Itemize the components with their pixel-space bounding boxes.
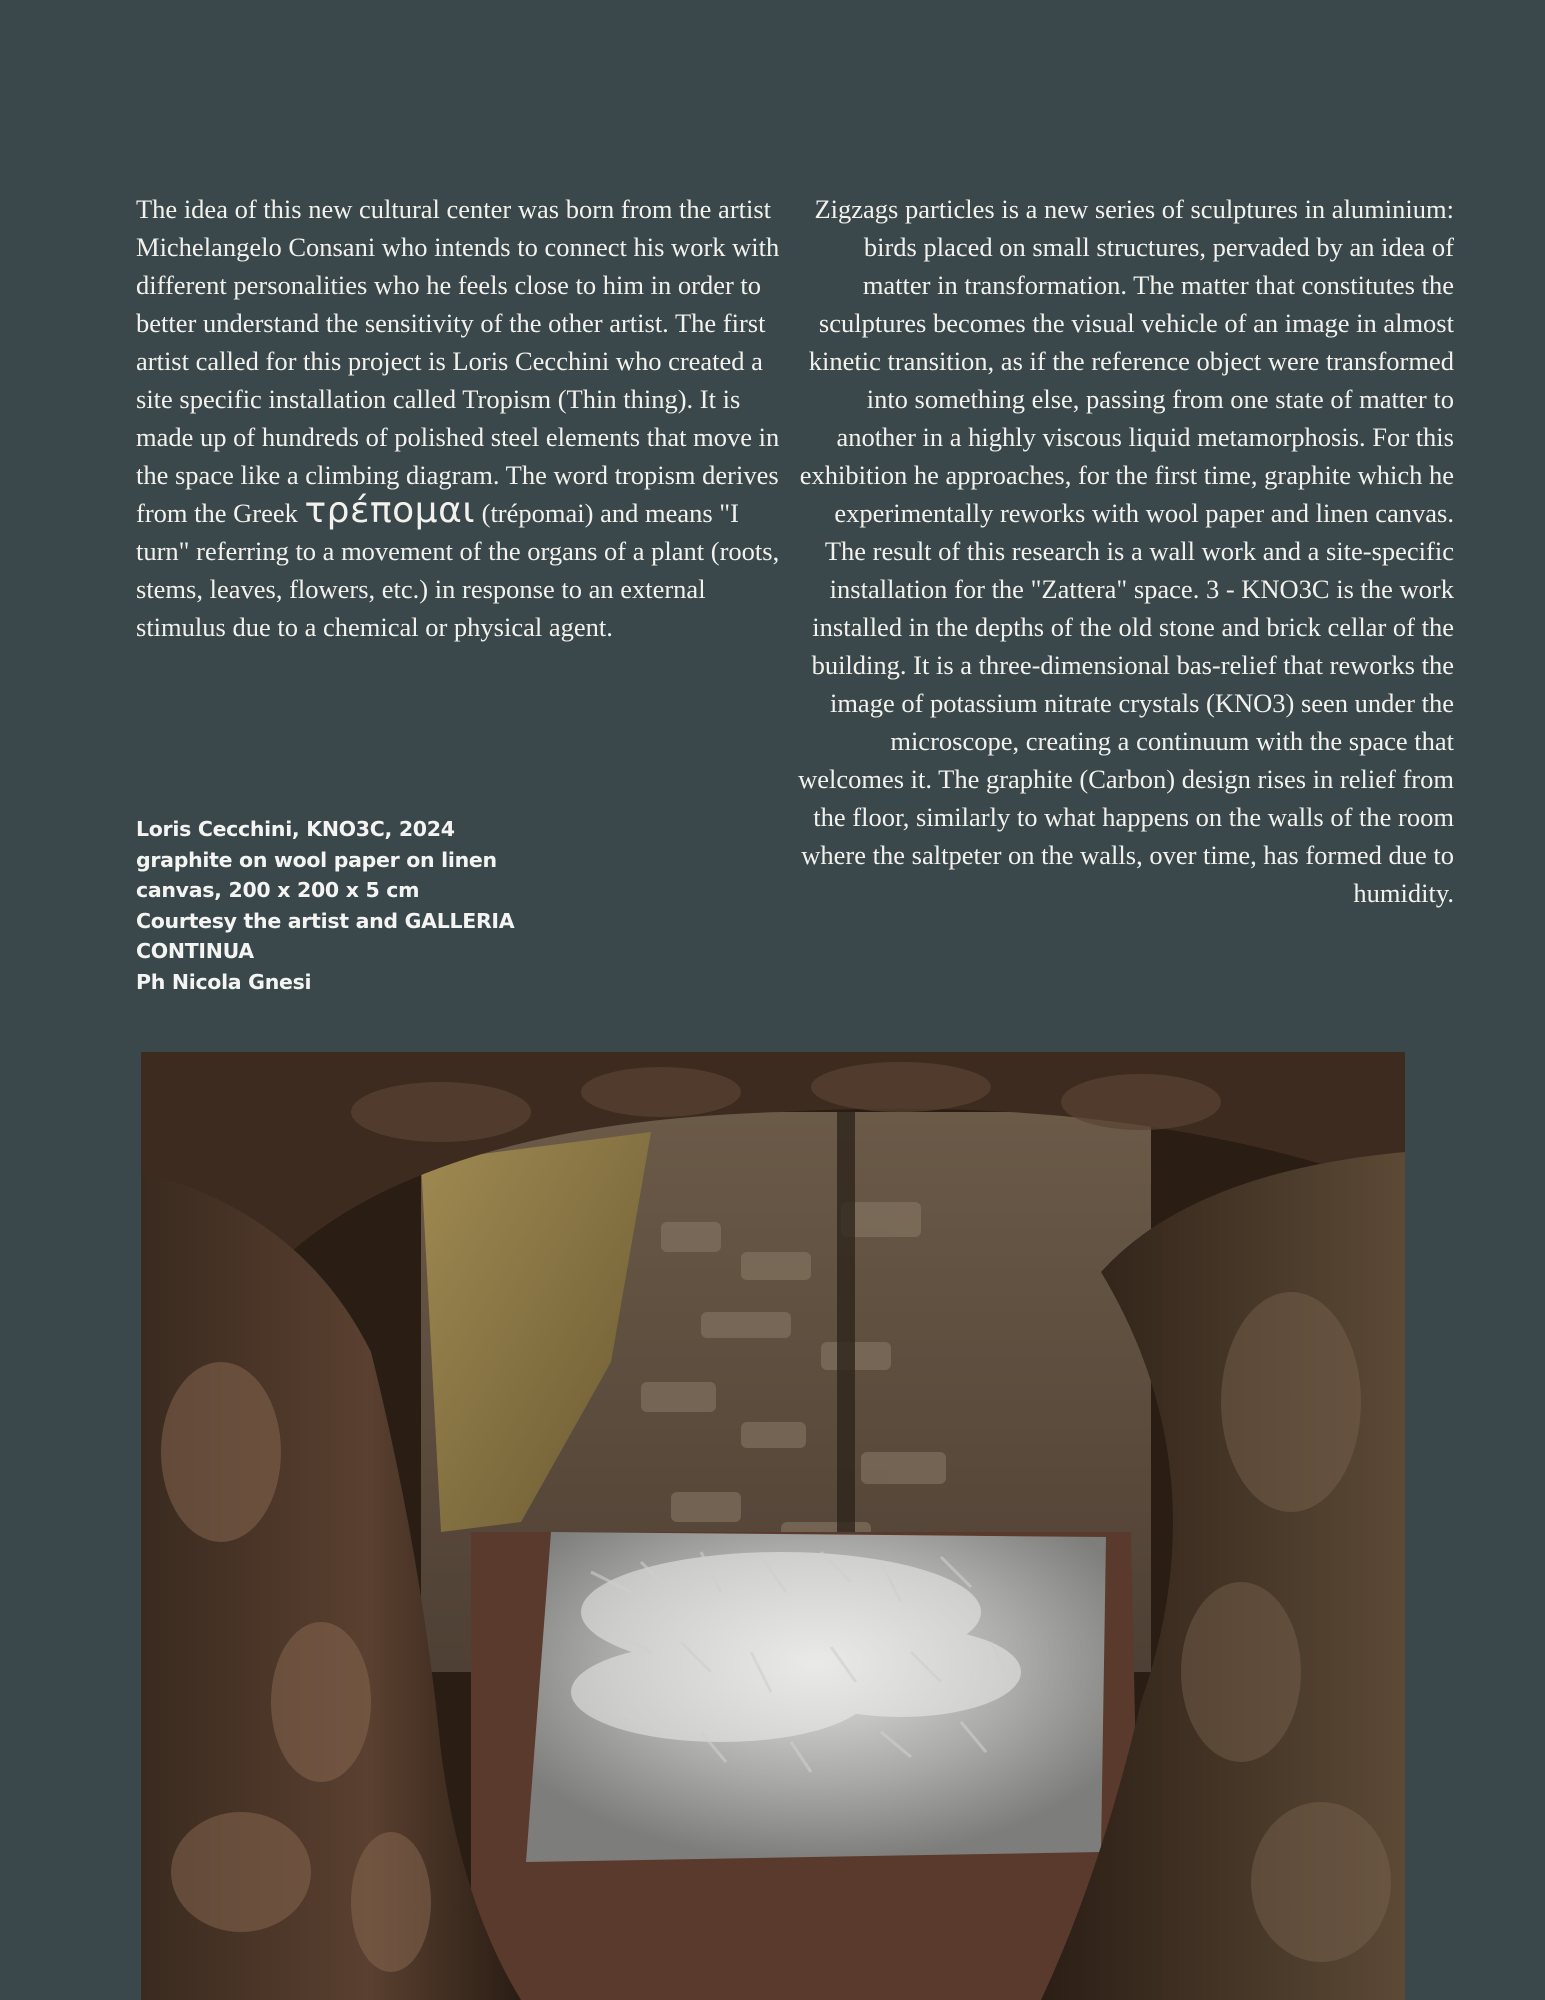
caption-photographer: Ph Nicola Gnesi: [136, 969, 312, 994]
intro-text-column: [136, 190, 781, 646]
artwork-caption: [136, 814, 556, 997]
intro-text-part-1: The idea of this new cultural center was born from the artist Michelangelo Consani who intends to connect his work with different personalities who he feels close to him in order to better understand the sensitivity of the other artist. The first artist called for this project is Loris Cecchini who created a site specific installation called Tropism (Thin thing). It is made up of hundreds of polished steel elements that move in the space like a climbing diagram. The word tropism derives from the Greek: [136, 194, 780, 528]
greek-word: τρέπομαι: [304, 490, 475, 531]
installation-photo: [141, 1052, 1405, 2000]
caption-courtesy: Courtesy the artist and GALLERIA CONTINUA: [136, 908, 515, 963]
intro-text-part-2: (trépomai) and means "I turn" referring to a movement of the organs of a plant (roots, stems, leaves, flowers, etc.) in response to an external stimulus due to a chemical or physical agent.: [136, 498, 780, 642]
description-text-column: Zigzags particles is a new series of sculptures in aluminium: birds placed on small structures, pervaded by an idea of matter in transformation. The matter that constitutes the sculptures becomes the visual vehicle of an image in almost kinetic transition, as if the reference object were transformed into something else, passing from one state of matter to another in a highly viscous liquid metamorphosis. For this exhibition he approaches, for the first time, graphite which he experimentally reworks with wool paper and linen canvas. The result of this research is a wall work and a site-specific installation for the "Zattera" space. 3 - KNO3C is the work installed in the depths of the old stone and brick cellar of the building. It is a three-dimensional bas-relief that reworks the image of potassium nitrate crystals (KNO3) seen under the microscope, creating a continuum with the space that welcomes it. The graphite (Carbon) design rises in relief from the floor, similarly to what happens on the walls of the room where the saltpeter on the walls, over time, has formed due to humidity.: [798, 194, 1454, 908]
caption-title: Loris Cecchini, KNO3C, 2024: [136, 817, 455, 841]
caption-medium: graphite on wool paper on linen canvas, 200 x 200 x 5 cm: [136, 847, 497, 902]
cellar-installation-image: [141, 1052, 1405, 2000]
